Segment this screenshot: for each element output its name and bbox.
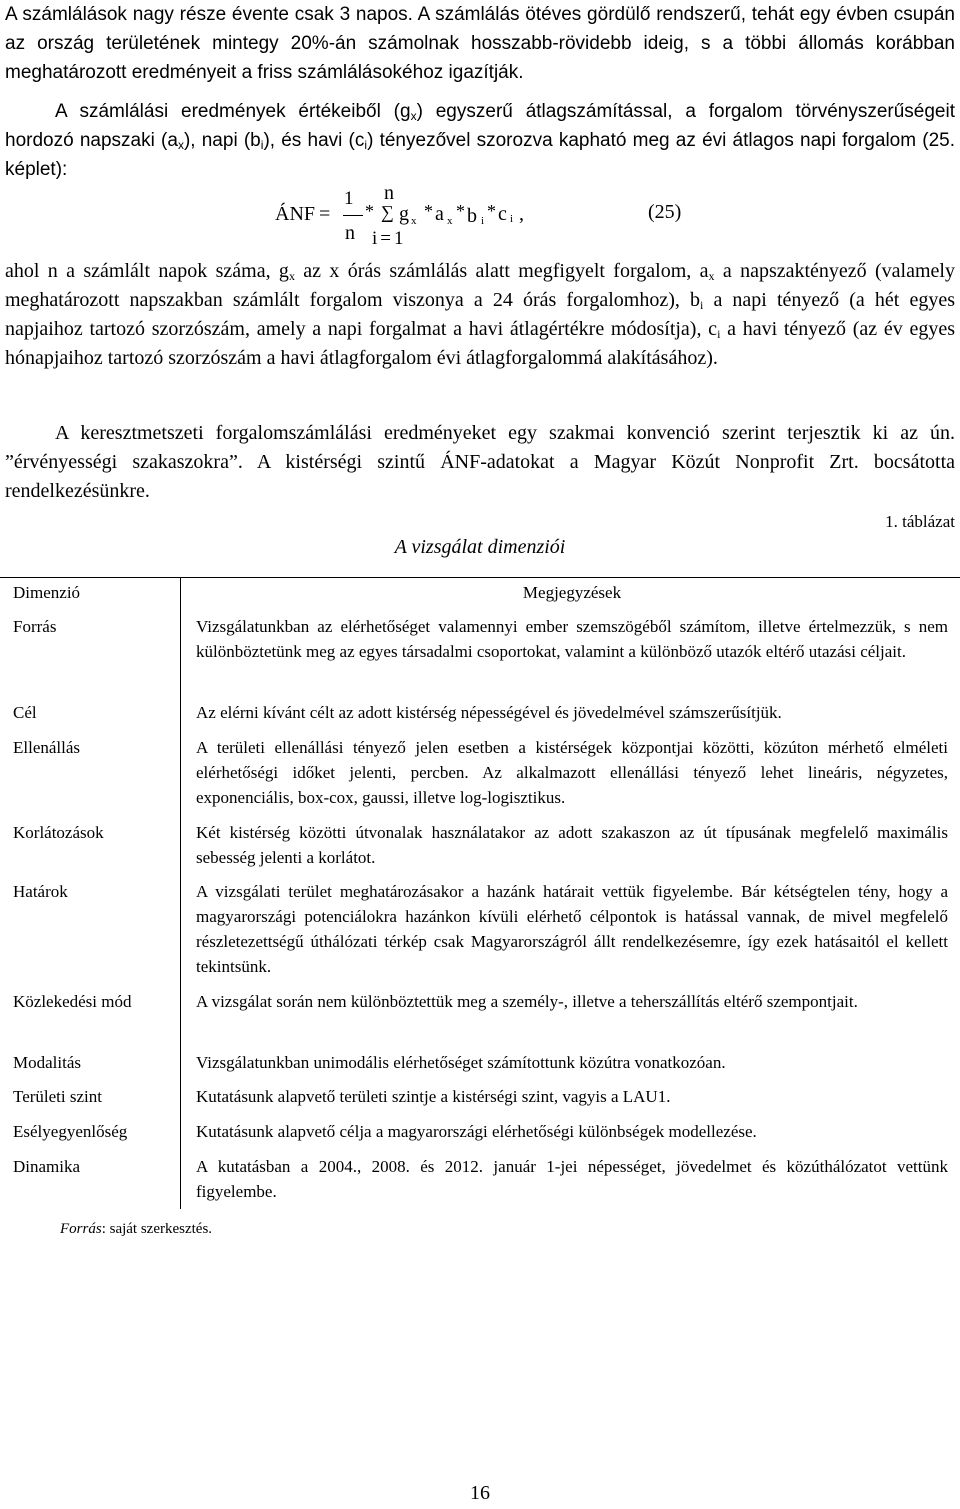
row-note: Két kistérség közötti útvonalak használatakor az adott szakaszon az út típusának megfelelő maximális sebesség jelenti a korlátot. <box>196 823 948 867</box>
subscript: x <box>288 269 295 283</box>
paragraph-text: ) tényezővel szorozva kapható meg az évi átlagos napi forgalom (25. képlet): <box>5 130 955 180</box>
paragraph-text: ), napi (b <box>183 130 261 151</box>
formula-sum-lower: i = 1 <box>372 228 404 249</box>
formula-lhs: ÁNF <box>275 203 316 225</box>
header-notes: Megjegyzések <box>522 583 622 602</box>
subscript: i <box>364 138 368 152</box>
header-dimension: Dimenzió <box>13 583 81 602</box>
row-dimension: Esélyegyenlőség <box>13 1122 128 1141</box>
paragraph-text: a napszaktényező (valamely meghatározott napszakban számlált forgalom viszonya a 24 órás forgalomhoz), b <box>5 260 955 311</box>
paragraph-text: A számlálási eredmények értékeiből (g <box>55 101 411 122</box>
paragraph-counting-intro <box>5 0 955 87</box>
formula-number: (25) <box>648 201 682 223</box>
row-dimension: Modalitás <box>13 1053 81 1072</box>
subscript: x <box>708 269 715 283</box>
formula-sum-sign: ∑ <box>381 202 394 222</box>
formula-comma: , <box>519 203 524 225</box>
row-dimension: Korlátozások <box>13 823 104 842</box>
row-note: A vizsgálati terület meghatározásakor a hazánk határait vettük figyelembe. Bár kétségtelen tény, hogy a magyarországi potenciálokra hazánkon kívüli elérhető célpontok is hatással vannak, de mivel megfelelő részletezettségű úthálózati térkép csak Magyarországról állt rendelkezésemre, így ezek hatásaitól el kellett tekintsünk. <box>196 882 948 976</box>
row-note: A vizsgálat során nem különböztettük meg a személy-, illetve a teherszállítás eltérő szempontjait. <box>196 992 858 1011</box>
formula-b: b <box>467 205 477 227</box>
formula-c: c <box>498 203 507 225</box>
table-source <box>60 1221 212 1238</box>
formula-star: * <box>424 201 433 221</box>
paragraph-cross-section <box>5 419 955 506</box>
paragraph-text: A számlálások nagy része évente csak 3 napos. A számlálás ötéves gördülő rendszerű, tehát egy évben csupán az ország területének mintegy 20%-án számolnak hosszabb-rövidebb ideig, s a többi állomás korábban meghatározott eredményeit a friss számlálásokéhoz igazítják. <box>5 4 955 83</box>
subscript: i <box>700 298 704 312</box>
page-number: 16 <box>470 1482 490 1504</box>
formula-sub-x: x <box>447 215 453 227</box>
paragraph-text: ahol n a számlált napok száma, g <box>5 260 289 282</box>
paragraph-text: ), és havi (c <box>263 130 365 151</box>
paragraph-text: a napi tényező (a hét egyes napjaihoz tartozó szorzószám, amely a napi forgalmat a havi átlagértékre módosítja), c <box>5 289 955 340</box>
formula-equals: = <box>319 203 331 225</box>
fraction-bar <box>343 215 363 216</box>
row-dimension: Dinamika <box>13 1157 81 1176</box>
paragraph-formula-explanation <box>5 257 955 373</box>
formula-star: * <box>487 201 496 221</box>
paragraph-text: az x órás számlálás alatt megfigyelt forgalom, a <box>294 260 709 282</box>
row-dimension: Cél <box>13 703 37 722</box>
row-dimension: Közlekedési mód <box>13 992 132 1011</box>
row-dimension: Határok <box>13 882 68 901</box>
formula-sub-i: i <box>510 213 514 225</box>
table-title: A vizsgálat dimenziói <box>394 536 566 558</box>
formula-a: a <box>435 203 444 225</box>
formula-g: g <box>399 203 409 225</box>
row-note: Vizsgálatunkban unimodális elérhetőséget számítottunk közútra vonatkozóan. <box>196 1053 726 1072</box>
formula-star: * <box>456 201 465 221</box>
formula-star: * <box>365 201 374 221</box>
row-note: A kutatásban a 2004., 2008. és 2012. január 1-jei népességet, jövedelmet és közúthálózatot vettünk figyelembe. <box>196 1157 948 1201</box>
formula-25 <box>0 180 960 260</box>
subscript: i <box>717 327 721 341</box>
row-note: Kutatásunk alapvető területi szintje a kistérségi szint, vagyis a LAU1. <box>196 1087 671 1106</box>
table-number: 1. táblázat <box>885 512 955 531</box>
row-note: A területi ellenállási tényező jelen esetben a kistérségek központjai közötti, közúton mérhető elméleti elérhetőségi időket jelenti, percben. Az alkalmazott ellenállási tényező lehet lineáris, négyzetes, exponenciális, box-cox, gaussi, illetve log-logisztikus. <box>196 738 948 807</box>
paragraph-text: A keresztmetszeti forgalomszámlálási eredményeket egy szakmai konvenció szerint terjesztik ki az ún. ”érvényességi szakaszokra”. A kistérségi szintű ÁNF-adatokat a Magyar Közút Nonprofit Zrt. bocsátotta rendelkezésünkre. <box>5 422 955 502</box>
subscript: x <box>410 109 417 123</box>
source-label: Forrás <box>60 1221 102 1237</box>
paragraph-text: ) egyszerű átlagszámítással, a forgalom törvényszerűségeit hordozó napszaki (a <box>5 101 955 151</box>
row-note: Vizsgálatunkban az elérhetőséget valamennyi ember szemszögéből számítom, illetve értelmezzük, s nem különböztetünk meg az egyes társadalmi csoportokat, valamint a különböző utazók eltérő utazási céljait. <box>196 617 948 661</box>
formula-sum-upper: n <box>384 182 394 204</box>
formula-denominator: n <box>345 222 355 244</box>
paragraph-text: a havi tényező (az év egyes hónapjaihoz tartozó szorzószám a havi átlagforgalom évi átlagforgalommá alakításához). <box>5 318 956 369</box>
row-dimension: Forrás <box>13 617 57 636</box>
source-text: : saját szerkesztés. <box>101 1221 213 1237</box>
row-note: Az elérni kívánt célt az adott kistérség népességével és jövedelmével számszerűsítjük. <box>196 703 782 722</box>
row-note: Kutatásunk alapvető célja a magyarországi elérhetőségi különbségek modellezése. <box>196 1122 757 1141</box>
subscript: i <box>260 138 264 152</box>
row-dimension: Területi szint <box>13 1087 102 1106</box>
table-column-divider <box>180 577 181 1209</box>
paragraph-formula-intro <box>5 97 955 184</box>
subscript: x <box>177 138 184 152</box>
formula-sub-i: i <box>481 215 485 227</box>
formula-numerator: 1 <box>344 188 354 209</box>
table-top-border <box>0 577 960 578</box>
row-dimension: Ellenállás <box>13 738 81 757</box>
formula-sub-x: x <box>411 215 417 227</box>
